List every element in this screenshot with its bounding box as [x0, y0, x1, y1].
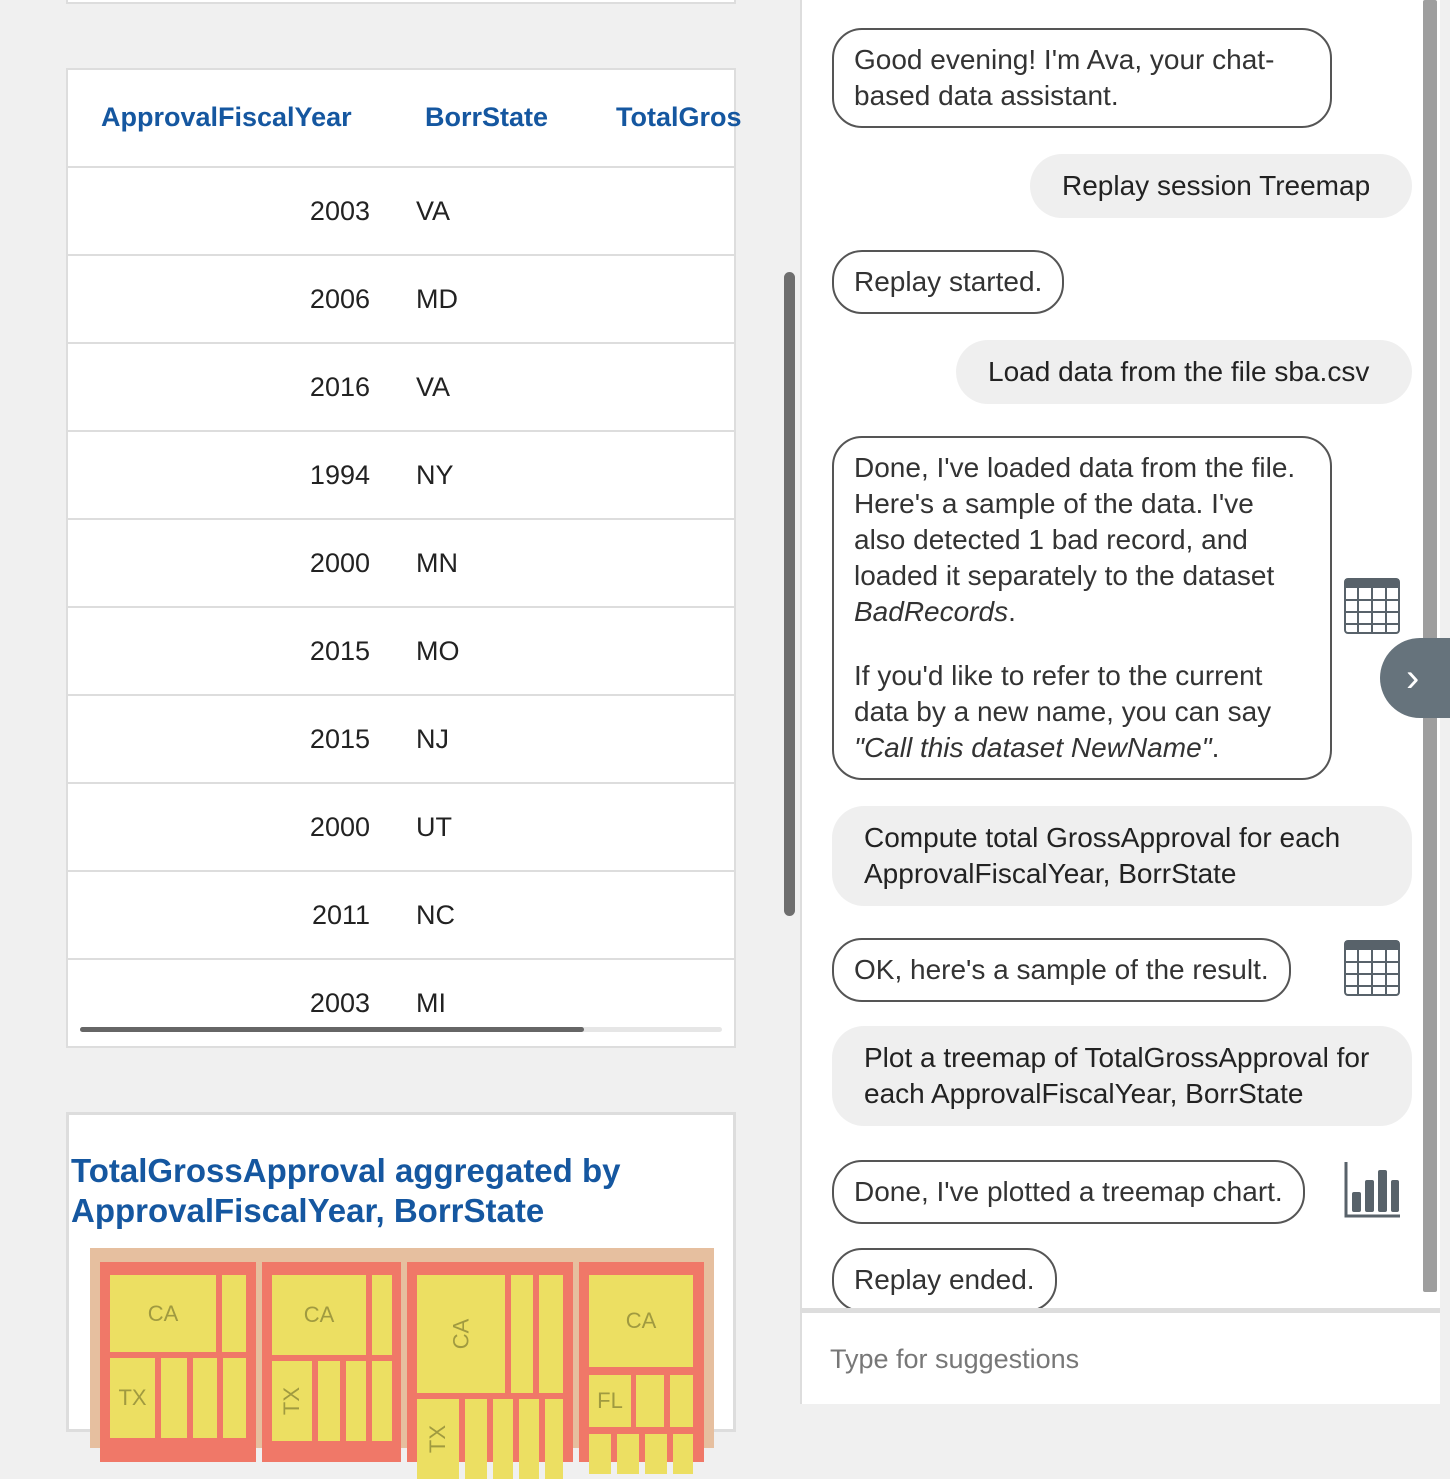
year-cell: 1994	[309, 460, 370, 490]
message-text: Done, I've loaded data from the file. Here's a sample of the data. I've also detected 1 bad record, and loaded it separately to the dataset	[854, 452, 1296, 591]
user-message: Plot a treemap of TotalGrossApproval for each ApprovalFiscalYear, BorrState	[832, 1026, 1412, 1126]
treemap-cell[interactable]: CA	[110, 1275, 216, 1352]
year-cell: 2015	[309, 636, 370, 666]
treemap-label: TX	[425, 1424, 450, 1454]
treemap-cell[interactable]	[519, 1399, 539, 1479]
bar-chart-icon[interactable]	[1344, 1162, 1400, 1218]
treemap-cell[interactable]	[589, 1434, 611, 1474]
chat-input-bar	[802, 1308, 1440, 1404]
table-row[interactable]	[68, 430, 736, 518]
year-cell: 2006	[309, 284, 370, 314]
treemap-cell[interactable]: FL	[589, 1375, 631, 1427]
message-text: If you'd like to refer to the current data by a new name, you can say	[854, 660, 1272, 727]
treemap-group[interactable]	[100, 1262, 256, 1462]
message-text: .	[1008, 596, 1016, 627]
year-cell: 2015	[309, 724, 370, 754]
user-message: Replay session Treemap	[1030, 154, 1412, 218]
treemap-cell[interactable]	[511, 1275, 533, 1393]
table-row[interactable]	[68, 342, 736, 430]
assistant-message: Replay started.	[832, 250, 1064, 314]
year-cell: 2003	[309, 196, 370, 226]
dataset-name: BadRecords	[854, 596, 1009, 627]
treemap-cell[interactable]	[645, 1434, 667, 1474]
state-cell: MI	[416, 988, 446, 1018]
chevron-right-icon: ›	[1406, 655, 1420, 700]
state-cell: UT	[416, 812, 452, 842]
state-cell: NC	[416, 900, 455, 930]
column-header[interactable]: TotalGros	[616, 102, 742, 132]
assistant-message	[832, 436, 1332, 780]
treemap	[90, 1248, 714, 1454]
treemap-label: TX	[279, 1386, 304, 1416]
year-cell: 2011	[311, 900, 370, 930]
treemap-cell[interactable]: TX	[110, 1358, 155, 1438]
table-row[interactable]	[68, 166, 736, 254]
scrollbar-thumb[interactable]	[80, 1027, 584, 1032]
example-command: "Call this dataset NewName"	[854, 732, 1212, 763]
treemap-cell[interactable]: CA	[272, 1275, 366, 1355]
assistant-message: Good evening! I'm Ava, your chat-based data assistant.	[832, 28, 1332, 128]
state-cell: NY	[416, 460, 454, 490]
treemap-cell[interactable]	[417, 1399, 459, 1479]
treemap-chart-card	[66, 1112, 736, 1454]
table-row[interactable]	[68, 254, 736, 342]
message-text: .	[1211, 732, 1220, 763]
assistant-message: OK, here's a sample of the result.	[832, 938, 1291, 1002]
table-row[interactable]	[68, 518, 736, 606]
table-row[interactable]	[68, 782, 736, 870]
treemap-group[interactable]	[579, 1262, 704, 1462]
treemap-cell[interactable]	[372, 1275, 392, 1355]
table-icon[interactable]	[1344, 578, 1400, 634]
treemap-cell[interactable]	[272, 1361, 312, 1441]
table-row[interactable]	[68, 870, 736, 958]
state-cell: MN	[416, 548, 458, 578]
treemap-group[interactable]	[262, 1262, 401, 1462]
treemap-group[interactable]	[407, 1262, 573, 1462]
treemap-cell[interactable]	[222, 1275, 246, 1352]
column-header[interactable]: ApprovalFiscalYear	[101, 102, 352, 132]
collapse-panel-button[interactable]	[1380, 638, 1450, 718]
chat-panel	[802, 0, 1440, 1404]
year-cell: 2003	[309, 988, 370, 1018]
chart-title: TotalGrossApproval aggregated by ApprovalFiscalYear, BorrState	[71, 1152, 621, 1229]
treemap-cell[interactable]	[372, 1361, 392, 1441]
table-row[interactable]	[68, 606, 736, 694]
table-row[interactable]	[68, 958, 736, 1046]
table-icon[interactable]	[1344, 940, 1400, 996]
treemap-cell[interactable]	[223, 1358, 246, 1438]
chat-input[interactable]	[830, 1337, 1410, 1381]
treemap-cell[interactable]	[545, 1399, 563, 1479]
state-cell: VA	[416, 196, 451, 226]
user-message: Load data from the file sba.csv	[956, 340, 1412, 404]
treemap-cell[interactable]	[617, 1434, 639, 1474]
treemap-cell[interactable]	[670, 1375, 693, 1427]
treemap-cell[interactable]	[636, 1375, 664, 1427]
treemap-cell[interactable]	[417, 1275, 505, 1393]
state-cell: MD	[416, 284, 458, 314]
horizontal-scrollbar[interactable]	[80, 1027, 722, 1032]
state-cell: MO	[416, 636, 460, 666]
data-table-card	[66, 68, 742, 1048]
treemap-cell[interactable]	[493, 1399, 513, 1479]
vertical-scrollbar[interactable]	[784, 272, 795, 916]
year-cell: 2000	[309, 548, 370, 578]
treemap-label: CA	[448, 1318, 473, 1350]
treemap-cell[interactable]	[346, 1361, 366, 1441]
treemap-cell[interactable]	[193, 1358, 217, 1438]
previous-card	[66, 0, 736, 4]
year-cell: 2000	[309, 812, 370, 842]
treemap-cell[interactable]: CA	[589, 1275, 693, 1367]
treemap-cell[interactable]	[673, 1434, 693, 1474]
user-message: Compute total GrossApproval for each ApprovalFiscalYear, BorrState	[832, 806, 1412, 906]
treemap-cell[interactable]	[161, 1358, 187, 1438]
assistant-message: Done, I've plotted a treemap chart.	[832, 1160, 1305, 1224]
column-header[interactable]: BorrState	[425, 102, 549, 132]
state-cell: NJ	[416, 724, 449, 754]
treemap-cell[interactable]	[465, 1399, 487, 1479]
year-cell: 2016	[309, 372, 370, 402]
treemap-cell[interactable]	[318, 1361, 340, 1441]
assistant-message: Replay ended.	[832, 1248, 1057, 1312]
state-cell: VA	[416, 372, 451, 402]
treemap-cell[interactable]	[539, 1275, 563, 1393]
table-row[interactable]	[68, 694, 736, 782]
